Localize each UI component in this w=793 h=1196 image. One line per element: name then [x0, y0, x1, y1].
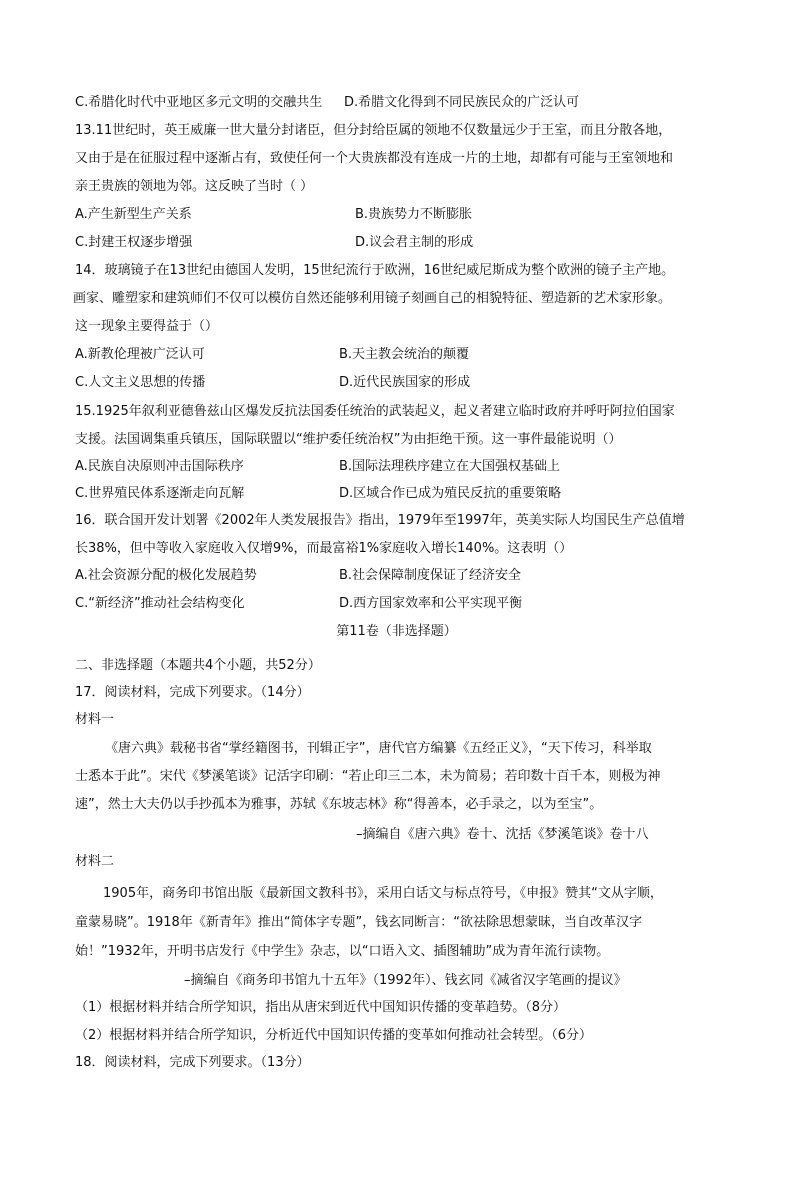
q13-stem-line-1: 13.11世纪时，英王威廉一世大量分封诸臣，但分封给臣属的领地不仅数量远少于王室，而且分散各地， [75, 123, 672, 138]
q12-option-d: D.希腊文化得到不同民族民众的广泛认可 [344, 95, 580, 110]
q14-option-b: B.天主教会统治的颠覆 [339, 347, 470, 362]
q14-stem-line-1: 14．玻璃镜子在13世纪由德国人发明，15世纪流行于欧洲，16世纪威尼斯成为整个欧洲的镜子主产地。 [75, 263, 675, 278]
q17-material-1-label: 材料一 [75, 712, 115, 727]
q13-option-c: C.封建王权逐步增强 [75, 235, 193, 250]
q13-option-d: D.议会君主制的形成 [355, 235, 474, 250]
q12-option-c: C.希腊化时代中亚地区多元文明的交融共生 [75, 95, 323, 110]
q17-material-1-line-2: 士悉本于此”。宋代《梦溪笔谈》记活字印刷：“若止印三二本，未为简易；若印数十百千本，则极为神 [75, 769, 661, 784]
q15-option-b: B.国际法理秩序建立在大国强权基础上 [339, 459, 561, 474]
q18-stem: 18．阅读材料，完成下列要求。（13分） [75, 1055, 310, 1070]
q16-stem-line-2: 长38%，但中等收入家庭收入仅增9%，而最富裕1%家庭收入增长140%。这表明（） [75, 541, 573, 556]
q14-stem-line-3: 这一现象主要得益于（） [75, 319, 219, 334]
q17-material-1-line-3: 速”，然士大夫仍以手抄孤本为雅事，苏轼《东坡志林》称“得善本，必手录之，以为至宝”。 [75, 797, 603, 812]
q17-material-2-line-2: 童蒙易晓”。1918年《新青年》推出“简体字专题”，钱玄同断言：“欲祛除思想蒙昧，当自改革汉字 [75, 915, 643, 930]
q15-stem-line-2: 支援。法国调集重兵镇压，国际联盟以“维护委任统治权”为由拒绝干预。这一事件最能说明（） [75, 432, 622, 447]
q15-option-c: C.世界殖民体系逐渐走向瓦解 [75, 486, 245, 501]
q17-subquestion-2: （2）根据材料并结合所学知识，分析近代中国知识传播的变革如何推动社会转型。（6分） [75, 1028, 593, 1043]
q16-option-a: A.社会资源分配的极化发展趋势 [75, 568, 257, 583]
q13-stem-line-3: 亲王贵族的领地为邻。这反映了当时（ ） [75, 179, 314, 194]
volume-title: 第11卷（非选择题） [336, 624, 457, 639]
q17-material-2-source: –摘编自《商务印书馆九十五年》（1992年）、钱玄同《减省汉字笔画的提议》 [184, 973, 627, 988]
q15-option-d: D.区域合作已成为殖民反抗的重要策略 [339, 486, 562, 501]
q14-option-d: D.近代民族国家的形成 [339, 375, 471, 390]
q14-stem-line-2: 画家、雕塑家和建筑师们不仅可以模仿自然还能够利用镜子刻画自己的相貌特征、塑造新的艺术家形象。 [73, 291, 672, 306]
q14-option-a: A.新教伦理被广泛认可 [75, 347, 205, 362]
q16-option-d: D.西方国家效率和公平实现平衡 [339, 596, 523, 611]
q17-stem: 17．阅读材料，完成下列要求。（14分） [75, 685, 310, 700]
q17-material-1-line-1: 《唐六典》载秘书省“掌经籍图书，刊辑正字”，唐代官方编纂《五经正义》，“天下传习，科举取 [105, 741, 652, 756]
q15-stem-line-1: 15.1925年叙利亚德鲁兹山区爆发反抗法国委任统治的武装起义，起义者建立临时政府并呼吁阿拉伯国家 [75, 404, 675, 419]
q13-stem-line-2: 又由于是在征服过程中逐渐占有，致使任何一个大贵族都没有连成一片的土地，却都有可能与王室领地和 [75, 151, 674, 166]
q17-material-2-line-1: 1905年，商务印书馆出版《最新国文教科书》，采用白话文与标点符号，《申报》赞其“文从字顺， [103, 886, 663, 901]
q17-material-2-line-3: 始！”1932年，开明书店发行《中学生》杂志，以“口语入文、插图辅助”成为青年流行读物。 [75, 944, 610, 959]
q17-material-1-source: –摘编自《唐六典》卷十、沈括《梦溪笔谈》卷十八 [356, 827, 649, 842]
q16-option-b: B.社会保障制度保证了经济安全 [339, 568, 522, 583]
q17-subquestion-1: （1）根据材料并结合所学知识，指出从唐宋到近代中国知识传播的变革趋势。（8分） [75, 1000, 567, 1015]
q13-option-a: A.产生新型生产关系 [75, 207, 192, 222]
section-heading: 二、非选择题（本题共4个小题，共52分） [75, 658, 321, 673]
q16-stem-line-1: 16．联合国开发计划署《2002年人类发展报告》指出，1979年至1997年，英美实际人均国民生产总值增 [75, 513, 685, 528]
q14-option-c: C.人文主义思想的传播 [75, 375, 206, 390]
q15-option-a: A.民族自决原则冲击国际秩序 [75, 459, 244, 474]
q17-material-2-label: 材料二 [75, 854, 115, 869]
q13-option-b: B.贵族势力不断膨胀 [355, 207, 473, 222]
q16-option-c: C.“新经济”推动社会结构变化 [75, 596, 245, 611]
